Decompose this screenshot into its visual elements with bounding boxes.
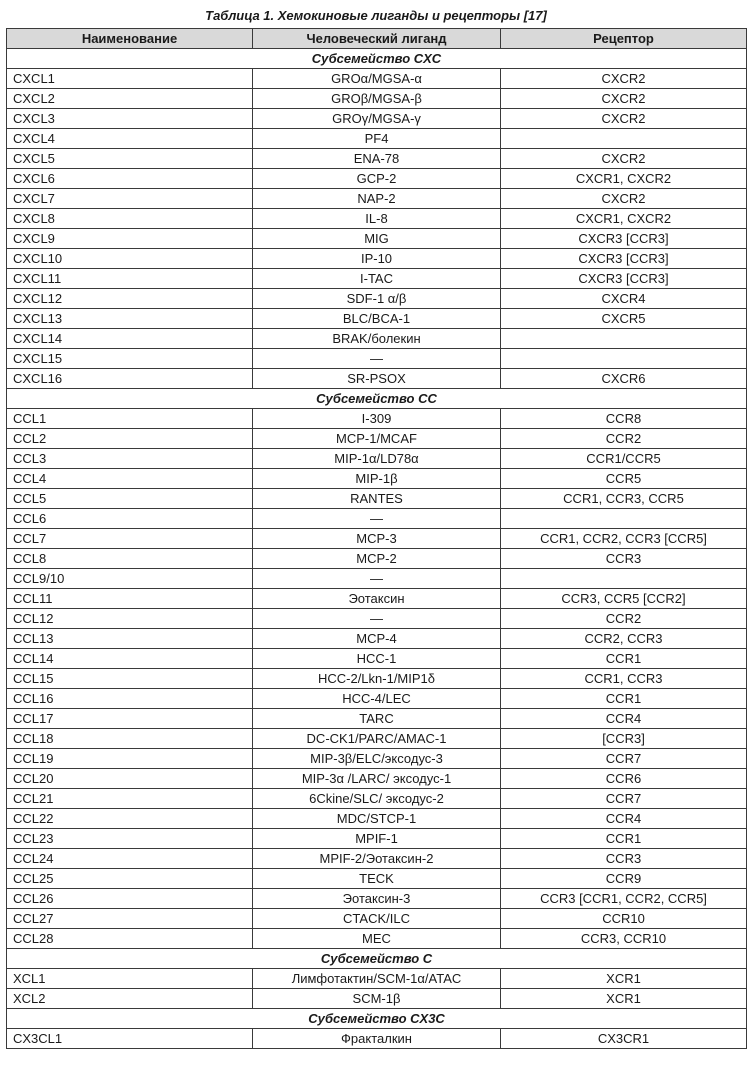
human-ligand-cell: GROβ/MGSA-β xyxy=(253,89,501,109)
table-row xyxy=(7,989,747,1009)
receptor-cell: CCR7 xyxy=(501,749,747,769)
chemokine-name-cell: CCL5 xyxy=(7,489,253,509)
human-ligand-cell: I-TAC xyxy=(253,269,501,289)
chemokine-name-cell: CXCL9 xyxy=(7,229,253,249)
human-ligand-cell: Фракталкин xyxy=(253,1029,501,1049)
receptor-cell xyxy=(501,569,747,589)
section-row xyxy=(7,49,747,69)
table-row xyxy=(7,729,747,749)
receptor-cell: CCR7 xyxy=(501,789,747,809)
chemokine-name-cell: CCL22 xyxy=(7,809,253,829)
table-row xyxy=(7,349,747,369)
human-ligand-cell: ENA-78 xyxy=(253,149,501,169)
human-ligand-cell: MCP-2 xyxy=(253,549,501,569)
human-ligand-cell: MEC xyxy=(253,929,501,949)
section-title: Субсемейство CC xyxy=(7,389,747,409)
human-ligand-cell: RANTES xyxy=(253,489,501,509)
chemokine-name-cell: CCL15 xyxy=(7,669,253,689)
chemokine-name-cell: CCL2 xyxy=(7,429,253,449)
chemokine-name-cell: CXCL6 xyxy=(7,169,253,189)
header-ligand: Человеческий лиганд xyxy=(253,29,501,49)
human-ligand-cell: BLC/BCA-1 xyxy=(253,309,501,329)
table-row xyxy=(7,909,747,929)
receptor-cell: CCR5 xyxy=(501,469,747,489)
human-ligand-cell: I-309 xyxy=(253,409,501,429)
chemokine-name-cell: CXCL15 xyxy=(7,349,253,369)
table-row xyxy=(7,429,747,449)
table-row xyxy=(7,649,747,669)
receptor-cell: CCR6 xyxy=(501,769,747,789)
receptor-cell: CXCR5 xyxy=(501,309,747,329)
human-ligand-cell: MCP-1/MCAF xyxy=(253,429,501,449)
receptor-cell: CCR2 xyxy=(501,429,747,449)
chemokine-name-cell: CCL3 xyxy=(7,449,253,469)
header-row xyxy=(7,29,747,49)
table-row xyxy=(7,709,747,729)
chemokine-name-cell: CCL16 xyxy=(7,689,253,709)
chemokine-name-cell: CXCL8 xyxy=(7,209,253,229)
chemokine-name-cell: CXCL14 xyxy=(7,329,253,349)
human-ligand-cell: HCC-2/Lkn-1/MIP1δ xyxy=(253,669,501,689)
chemokine-name-cell: CCL20 xyxy=(7,769,253,789)
receptor-cell: CXCR3 [CCR3] xyxy=(501,249,747,269)
chemokine-name-cell: CXCL16 xyxy=(7,369,253,389)
human-ligand-cell: MCP-4 xyxy=(253,629,501,649)
receptor-cell: CCR2, CCR3 xyxy=(501,629,747,649)
human-ligand-cell: GCP-2 xyxy=(253,169,501,189)
table-row xyxy=(7,209,747,229)
table-row xyxy=(7,489,747,509)
receptor-cell: CXCR3 [CCR3] xyxy=(501,229,747,249)
chemokine-name-cell: CXCL12 xyxy=(7,289,253,309)
receptor-cell: CCR1, CCR3, CCR5 xyxy=(501,489,747,509)
human-ligand-cell: Эотаксин xyxy=(253,589,501,609)
chemokine-name-cell: CCL25 xyxy=(7,869,253,889)
receptor-cell: CCR1 xyxy=(501,649,747,669)
human-ligand-cell: MIP-3α /LARC/ эксодус-1 xyxy=(253,769,501,789)
human-ligand-cell: Лимфотактин/SCM-1α/ATAC xyxy=(253,969,501,989)
table-row xyxy=(7,509,747,529)
receptor-cell: CX3CR1 xyxy=(501,1029,747,1049)
section-title: Субсемейство C xyxy=(7,949,747,969)
human-ligand-cell: TARC xyxy=(253,709,501,729)
human-ligand-cell: MPIF-2/Эотаксин-2 xyxy=(253,849,501,869)
receptor-cell: CXCR1, CXCR2 xyxy=(501,169,747,189)
table-row xyxy=(7,369,747,389)
human-ligand-cell: — xyxy=(253,609,501,629)
receptor-cell: CCR1 xyxy=(501,829,747,849)
section-row xyxy=(7,389,747,409)
human-ligand-cell: NAP-2 xyxy=(253,189,501,209)
table-row xyxy=(7,69,747,89)
table-row xyxy=(7,849,747,869)
receptor-cell xyxy=(501,129,747,149)
table-row xyxy=(7,1029,747,1049)
table-row xyxy=(7,609,747,629)
human-ligand-cell: MIP-3β/ELC/эксодус-3 xyxy=(253,749,501,769)
chemokine-name-cell: CCL9/10 xyxy=(7,569,253,589)
chemokine-name-cell: CXCL10 xyxy=(7,249,253,269)
receptor-cell: CCR3 [CCR1, CCR2, CCR5] xyxy=(501,889,747,909)
chemokine-name-cell: XCL1 xyxy=(7,969,253,989)
chemokine-name-cell: CCL7 xyxy=(7,529,253,549)
receptor-cell: [CCR3] xyxy=(501,729,747,749)
human-ligand-cell: BRAK/болекин xyxy=(253,329,501,349)
table-row xyxy=(7,549,747,569)
receptor-cell: CCR3 xyxy=(501,549,747,569)
table-row xyxy=(7,89,747,109)
chemokine-name-cell: CXCL4 xyxy=(7,129,253,149)
chemokine-table xyxy=(6,28,747,1049)
chemokine-name-cell: CCL4 xyxy=(7,469,253,489)
table-row xyxy=(7,749,747,769)
chemokine-name-cell: CCL14 xyxy=(7,649,253,669)
receptor-cell: CCR3 xyxy=(501,849,747,869)
human-ligand-cell: — xyxy=(253,569,501,589)
table-row xyxy=(7,629,747,649)
human-ligand-cell: CTACK/ILC xyxy=(253,909,501,929)
chemokine-name-cell: CCL27 xyxy=(7,909,253,929)
table-row xyxy=(7,789,747,809)
human-ligand-cell: HCC-4/LEC xyxy=(253,689,501,709)
section-title: Субсемейство CX3C xyxy=(7,1009,747,1029)
receptor-cell: CXCR4 xyxy=(501,289,747,309)
table-row xyxy=(7,869,747,889)
chemokine-name-cell: CX3CL1 xyxy=(7,1029,253,1049)
chemokine-name-cell: CCL8 xyxy=(7,549,253,569)
chemokine-name-cell: CXCL1 xyxy=(7,69,253,89)
human-ligand-cell: DC-CK1/PARC/AMAC-1 xyxy=(253,729,501,749)
receptor-cell: CCR1, CCR3 xyxy=(501,669,747,689)
chemokine-name-cell: CXCL11 xyxy=(7,269,253,289)
table-caption: Таблица 1. Хемокиновые лиганды и рецепторы [17] xyxy=(205,8,547,23)
chemokine-name-cell: CXCL13 xyxy=(7,309,253,329)
human-ligand-cell: GROα/MGSA-α xyxy=(253,69,501,89)
chemokine-name-cell: CCL18 xyxy=(7,729,253,749)
header-receptor: Рецептор xyxy=(501,29,747,49)
chemokine-name-cell: CXCL7 xyxy=(7,189,253,209)
human-ligand-cell: Эотаксин-3 xyxy=(253,889,501,909)
table-row xyxy=(7,769,747,789)
receptor-cell xyxy=(501,349,747,369)
table-row xyxy=(7,829,747,849)
table-row xyxy=(7,529,747,549)
section-row xyxy=(7,1009,747,1029)
chemokine-name-cell: CCL19 xyxy=(7,749,253,769)
table-row xyxy=(7,669,747,689)
table-row xyxy=(7,969,747,989)
human-ligand-cell: GROγ/MGSA-γ xyxy=(253,109,501,129)
human-ligand-cell: 6Ckine/SLC/ эксодус-2 xyxy=(253,789,501,809)
chemokine-name-cell: CXCL2 xyxy=(7,89,253,109)
table-row xyxy=(7,409,747,429)
table-row xyxy=(7,289,747,309)
receptor-cell: CCR9 xyxy=(501,869,747,889)
human-ligand-cell: IP-10 xyxy=(253,249,501,269)
table-row xyxy=(7,809,747,829)
chemokine-name-cell: CCL24 xyxy=(7,849,253,869)
chemokine-name-cell: CCL28 xyxy=(7,929,253,949)
receptor-cell: CXCR6 xyxy=(501,369,747,389)
human-ligand-cell: MIP-1α/LD78α xyxy=(253,449,501,469)
table-row xyxy=(7,249,747,269)
chemokine-name-cell: CCL13 xyxy=(7,629,253,649)
table-row xyxy=(7,449,747,469)
chemokine-name-cell: CXCL3 xyxy=(7,109,253,129)
human-ligand-cell: IL-8 xyxy=(253,209,501,229)
table-body xyxy=(7,49,747,1049)
chemokine-name-cell: CXCL5 xyxy=(7,149,253,169)
table-row xyxy=(7,129,747,149)
receptor-cell: CCR1, CCR2, CCR3 [CCR5] xyxy=(501,529,747,549)
chemokine-name-cell: CCL12 xyxy=(7,609,253,629)
chemokine-name-cell: CCL6 xyxy=(7,509,253,529)
human-ligand-cell: — xyxy=(253,509,501,529)
chemokine-name-cell: CCL1 xyxy=(7,409,253,429)
table-row xyxy=(7,309,747,329)
receptor-cell: CXCR3 [CCR3] xyxy=(501,269,747,289)
human-ligand-cell: MIG xyxy=(253,229,501,249)
table-row xyxy=(7,229,747,249)
receptor-cell xyxy=(501,329,747,349)
table-row xyxy=(7,189,747,209)
human-ligand-cell: TECK xyxy=(253,869,501,889)
table-row xyxy=(7,329,747,349)
table-row xyxy=(7,109,747,129)
human-ligand-cell: MDC/STCP-1 xyxy=(253,809,501,829)
table-row xyxy=(7,269,747,289)
receptor-cell: CCR1 xyxy=(501,689,747,709)
human-ligand-cell: SDF-1 α/β xyxy=(253,289,501,309)
table-row xyxy=(7,889,747,909)
chemokine-name-cell: XCL2 xyxy=(7,989,253,1009)
table-row xyxy=(7,929,747,949)
receptor-cell: CXCR2 xyxy=(501,109,747,129)
receptor-cell: CXCR1, CXCR2 xyxy=(501,209,747,229)
receptor-cell: XCR1 xyxy=(501,969,747,989)
human-ligand-cell: MCP-3 xyxy=(253,529,501,549)
table-row xyxy=(7,689,747,709)
human-ligand-cell: PF4 xyxy=(253,129,501,149)
human-ligand-cell: SCM-1β xyxy=(253,989,501,1009)
section-row xyxy=(7,949,747,969)
table-row xyxy=(7,469,747,489)
receptor-cell: CXCR2 xyxy=(501,149,747,169)
receptor-cell: CCR3, CCR10 xyxy=(501,929,747,949)
table-row xyxy=(7,169,747,189)
receptor-cell: CCR8 xyxy=(501,409,747,429)
chemokine-name-cell: CCL11 xyxy=(7,589,253,609)
receptor-cell: CXCR2 xyxy=(501,89,747,109)
table-row xyxy=(7,589,747,609)
receptor-cell: XCR1 xyxy=(501,989,747,1009)
receptor-cell: CCR4 xyxy=(501,809,747,829)
receptor-cell: CCR10 xyxy=(501,909,747,929)
human-ligand-cell: MPIF-1 xyxy=(253,829,501,849)
section-title: Субсемейство CXC xyxy=(7,49,747,69)
chemokine-name-cell: CCL21 xyxy=(7,789,253,809)
human-ligand-cell: MIP-1β xyxy=(253,469,501,489)
human-ligand-cell: HCC-1 xyxy=(253,649,501,669)
chemokine-name-cell: CCL17 xyxy=(7,709,253,729)
receptor-cell: CCR2 xyxy=(501,609,747,629)
table-row xyxy=(7,149,747,169)
human-ligand-cell: SR-PSOX xyxy=(253,369,501,389)
receptor-cell: CXCR2 xyxy=(501,189,747,209)
human-ligand-cell: — xyxy=(253,349,501,369)
receptor-cell: CXCR2 xyxy=(501,69,747,89)
receptor-cell: CCR3, CCR5 [CCR2] xyxy=(501,589,747,609)
chemokine-name-cell: CCL23 xyxy=(7,829,253,849)
receptor-cell: CCR4 xyxy=(501,709,747,729)
header-name: Наименование xyxy=(7,29,253,49)
receptor-cell: CCR1/CCR5 xyxy=(501,449,747,469)
table-row xyxy=(7,569,747,589)
chemokine-name-cell: CCL26 xyxy=(7,889,253,909)
receptor-cell xyxy=(501,509,747,529)
